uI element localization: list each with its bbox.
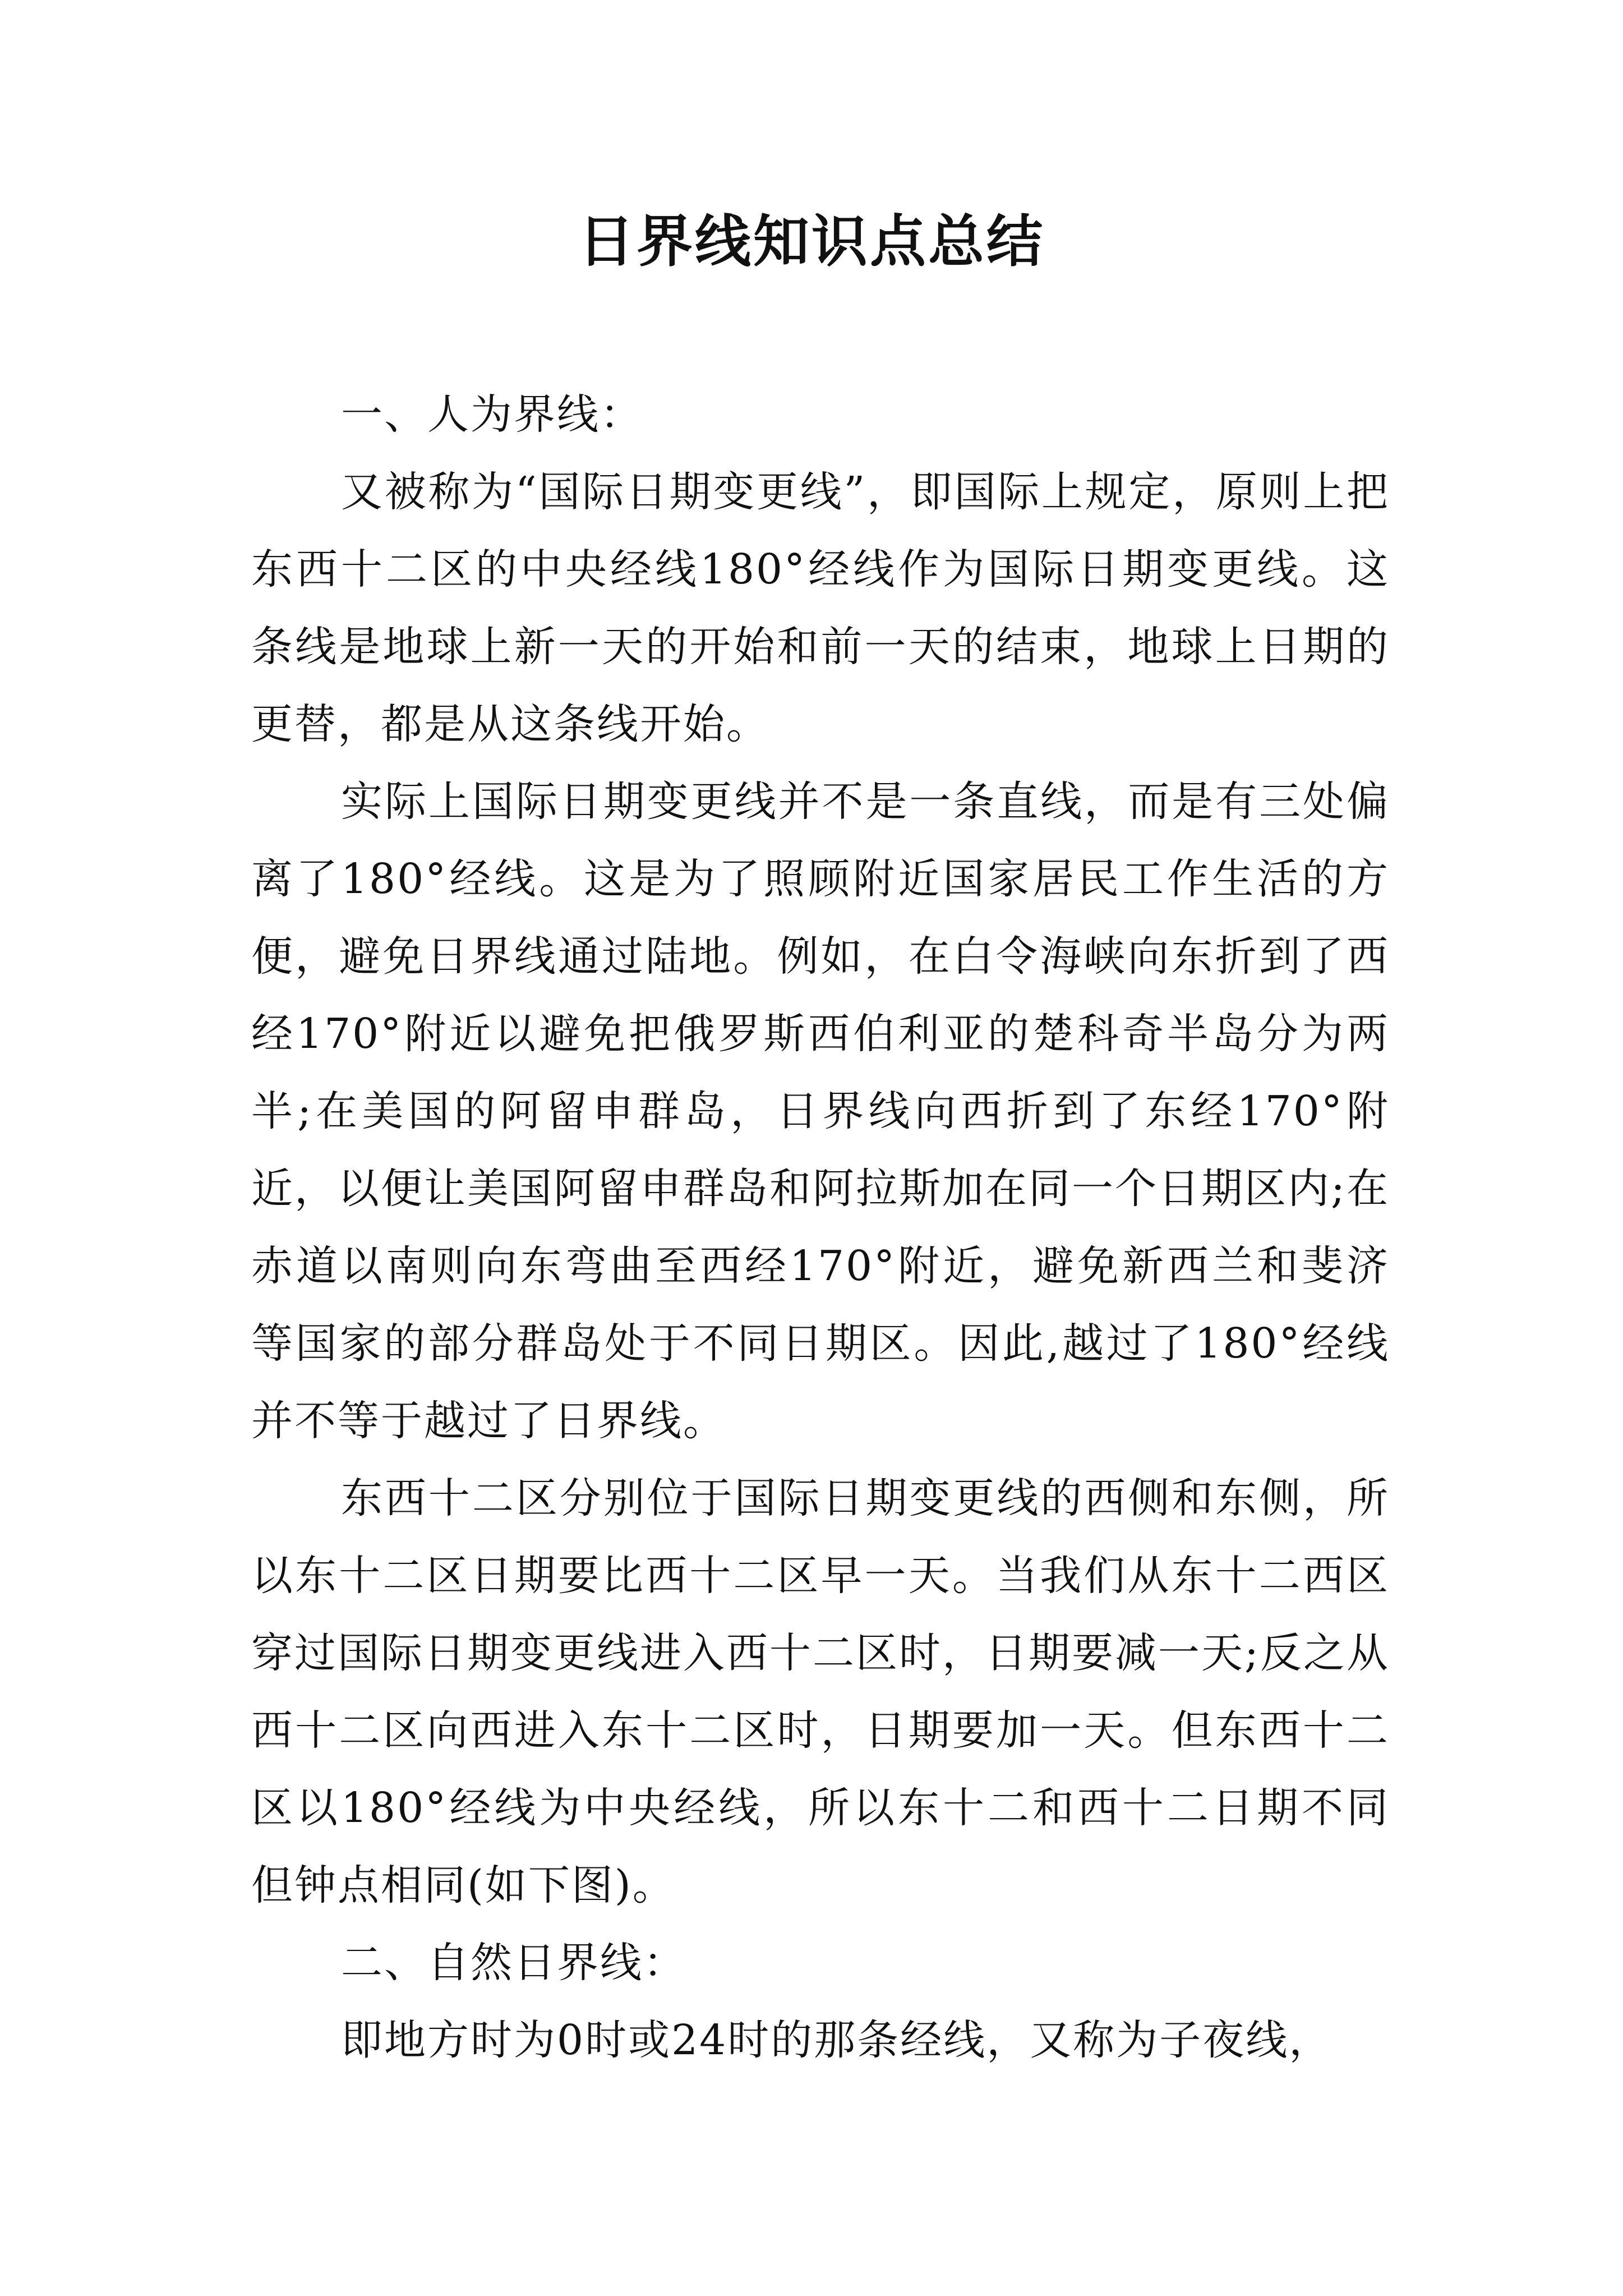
section-heading-natural-line: 二、自然日界线： — [341, 1939, 686, 1987]
paragraph-deviations: 实际上国际日期变更线并不是一条直线，而是有三处偏离了180°经线。这是为了照顾附近国家居民工作生活的方便，避免日界线通过陆地。例如，在白令海峡向东折到了西经170°附近以避免把俄罗斯西伯利亚的楚科奇半岛分为两半;在美国的阿留申群岛，日界线向西折到了东经170°附近，以便让美国阿留申群岛和阿拉斯加在同一个日期区内;在赤道以南则向东弯曲至西经170°附近，避免新西兰和斐济等国家的部分群岛处于不同日期区。因此,越过了180°经线并不等于越过了日界线。 — [251, 777, 1390, 1445]
paragraph-definition: 又被称为“国际日期变更线”，即国际上规定，原则上把东西十二区的中央经线180°经线作为国际日期变更线。这条线是地球上新一天的开始和前一天的结束，地球上日期的更替，都是从这条线开始。 — [251, 468, 1390, 748]
section-heading-artificial-line: 一、人为界线： — [341, 390, 643, 439]
paragraph-time-zones: 东西十二区分别位于国际日期变更线的西侧和东侧，所以东十二区日期要比西十二区早一天。当我们从东十二西区穿过国际日期变更线进入西十二区时，日期要减一天;反之从西十二区向西进入东十二区时，日期要加一天。但东西十二区以180°经线为中央经线，所以东十二和西十二日期不同但钟点相同(如下图)。 — [251, 1474, 1390, 1910]
document-body — [251, 376, 1390, 2079]
paragraph-midnight-line: 即地方时为0时或24时的那条经线，又称为子夜线， — [341, 2016, 1332, 2064]
document-title: 日界线知识点总结 — [578, 208, 1045, 274]
